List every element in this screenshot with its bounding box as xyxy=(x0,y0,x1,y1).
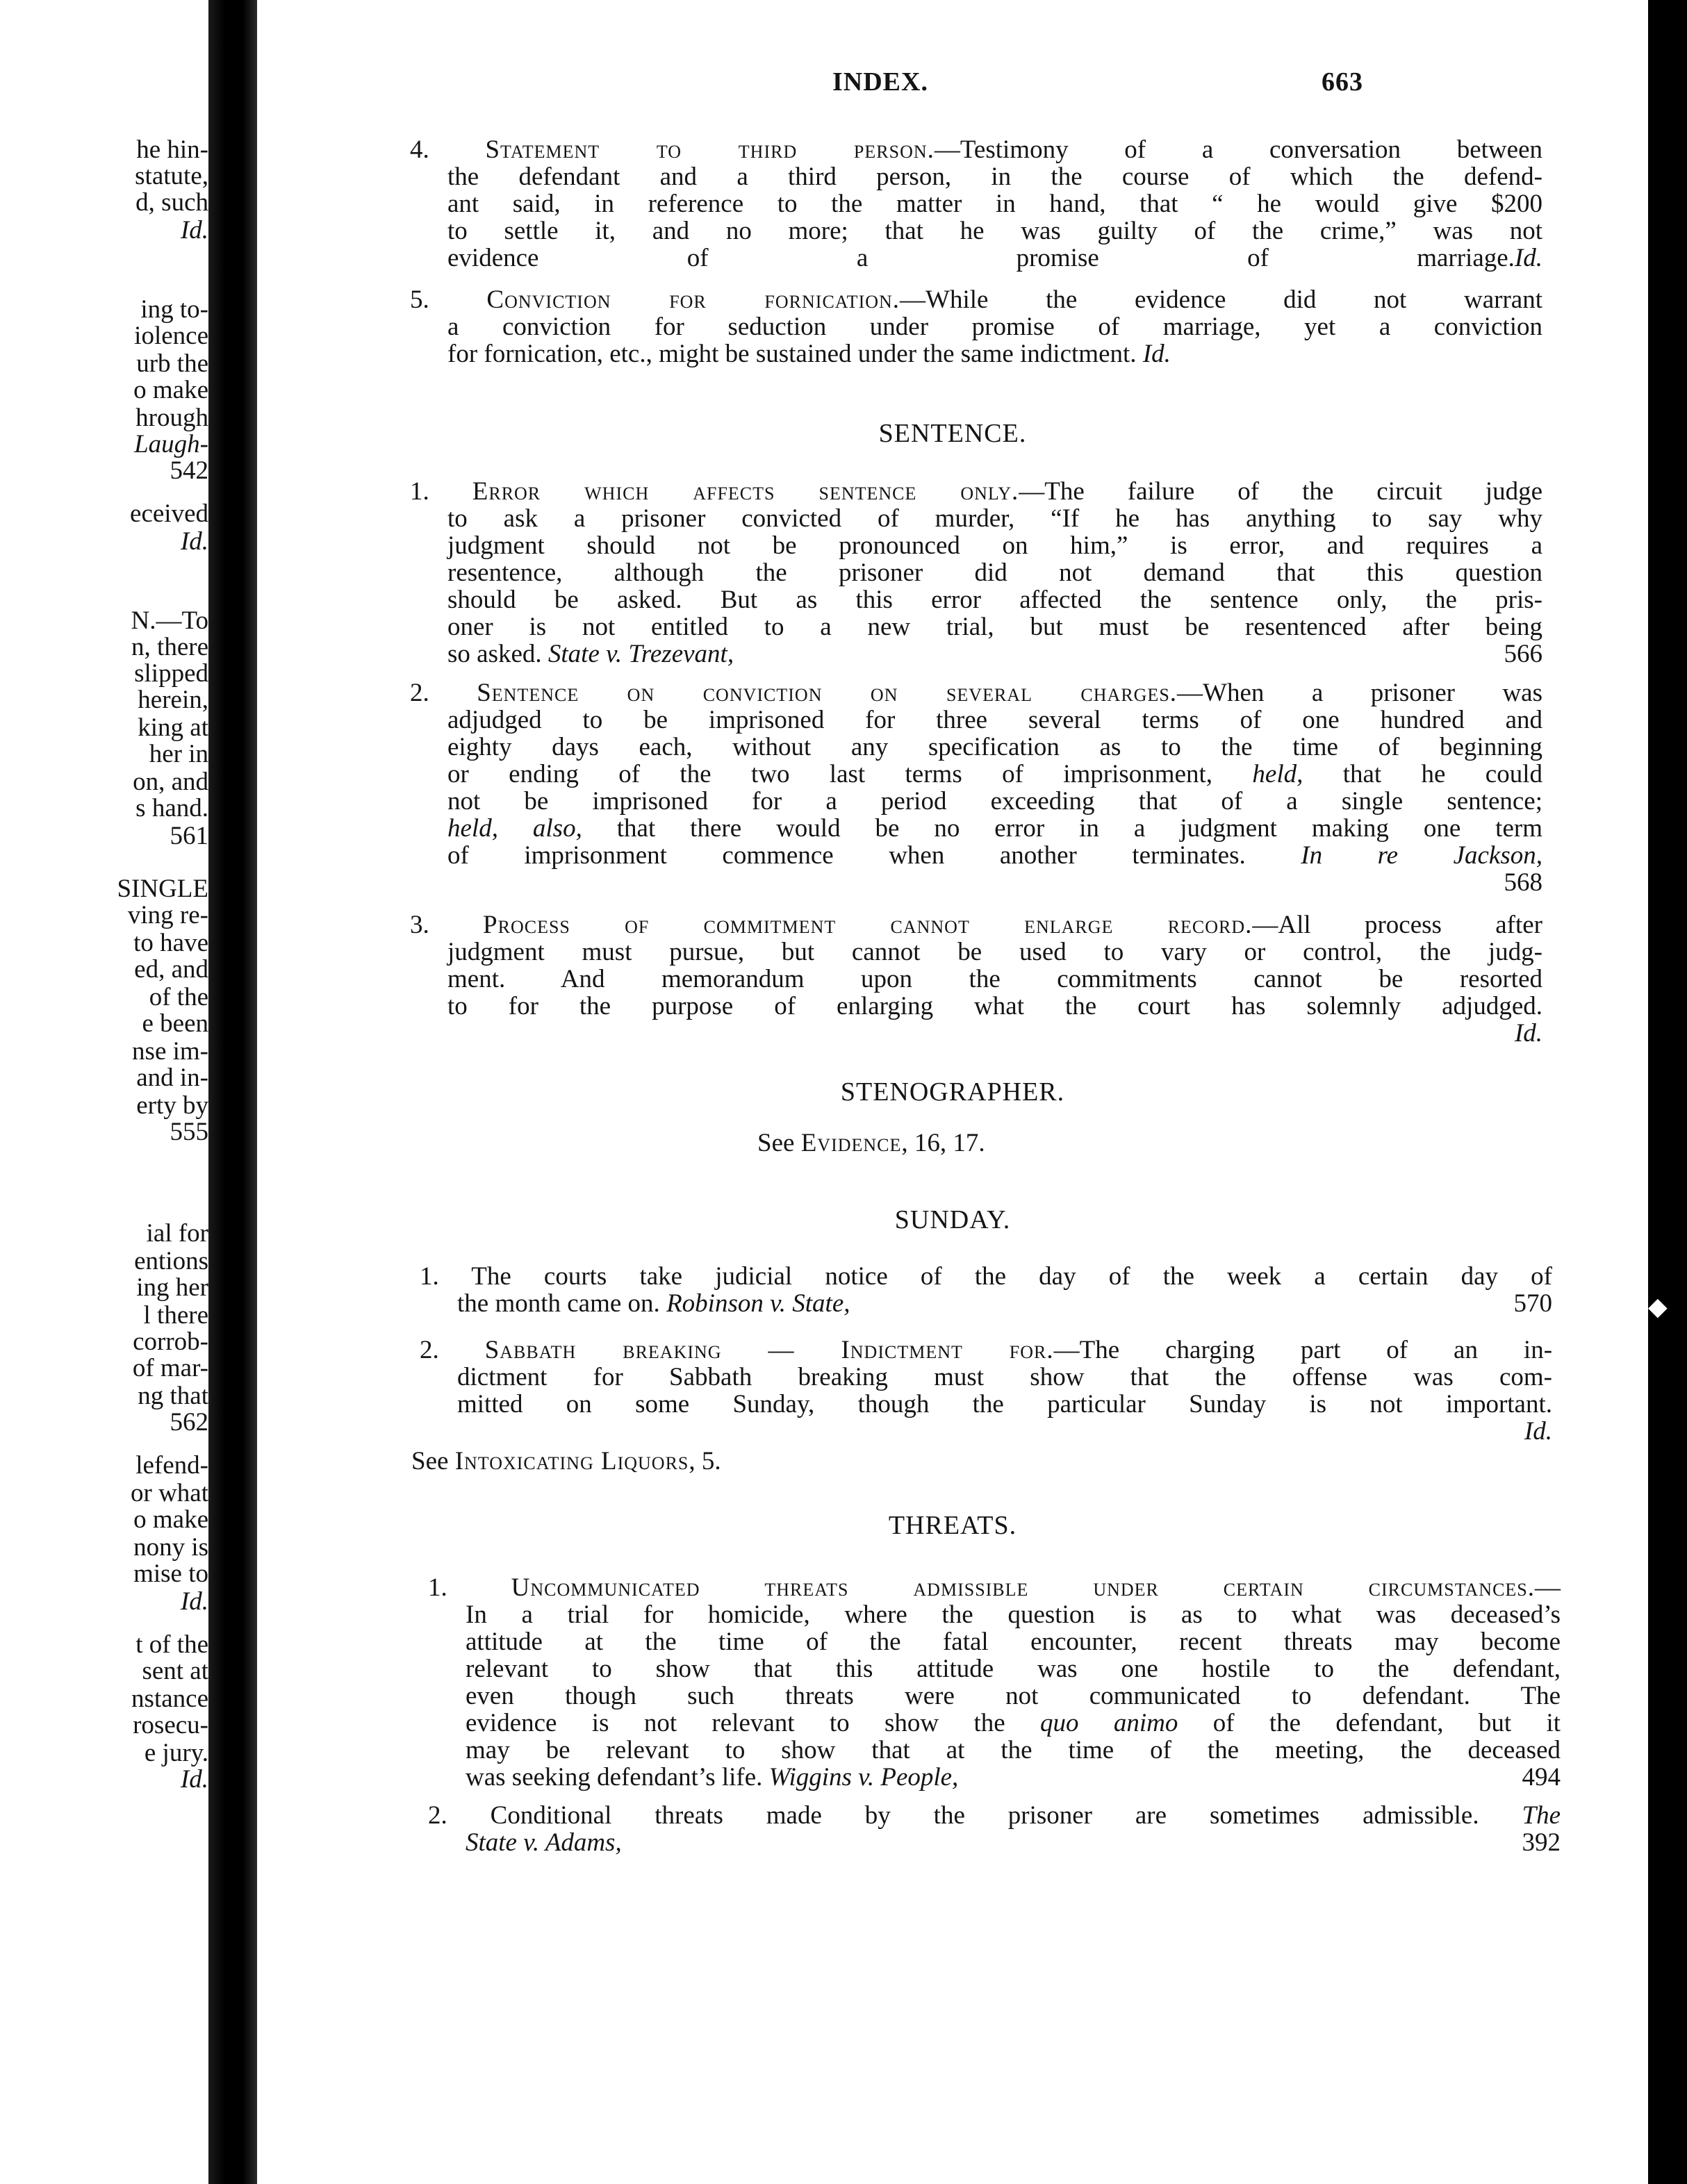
entry-text: mitted on some Sunday, though the particular Sunday is not important. xyxy=(457,1390,1552,1418)
sentence-entry-1 xyxy=(410,478,1542,668)
left-page-fragment: entions xyxy=(134,1247,208,1275)
entry-number: 1. xyxy=(428,1573,447,1602)
entry-text: The courts take judicial notice of the day of the week a certain day of xyxy=(471,1262,1552,1291)
held-also-italic: held, also, xyxy=(447,814,582,843)
citation: Id. xyxy=(1514,244,1542,272)
page-reference: 570 xyxy=(1513,1289,1552,1318)
citation: Id. xyxy=(1514,1019,1542,1048)
left-page-fragment: ing her xyxy=(136,1273,208,1302)
sentence-entry-3 xyxy=(410,911,1542,1047)
entry-text: may be relevant to show that at the time of the meeting, the deceased xyxy=(466,1736,1561,1764)
seduction-entry-4 xyxy=(410,136,1542,272)
left-page-fragment: Id. xyxy=(180,216,208,245)
left-page-fragment: lefend- xyxy=(135,1451,208,1480)
entry-number: 2. xyxy=(420,1336,439,1364)
left-page-fragment: 555 xyxy=(170,1118,208,1146)
entry-number: 2. xyxy=(428,1801,447,1830)
page-reference: 392 xyxy=(1522,1828,1561,1857)
index-page xyxy=(257,0,1648,2184)
left-page-fragment: Id. xyxy=(180,1587,208,1616)
threats-entry-2 xyxy=(428,1802,1561,1856)
citation: Id. xyxy=(1142,340,1171,368)
entry-text: to settle it, and no more; that he was guilty of the crime,” was not xyxy=(447,217,1542,245)
entry-number: 1. xyxy=(420,1262,439,1291)
left-page-fragment: t of the xyxy=(135,1630,208,1659)
left-page-fragment: 542 xyxy=(170,456,208,485)
entry-text: the month came on. xyxy=(457,1289,660,1318)
case-citation: Robinson v. State, xyxy=(666,1289,850,1318)
cross-reference-numbers: , 16, 17. xyxy=(901,1129,985,1157)
left-page-fragment: SINGLE xyxy=(117,875,208,903)
entry-text: even though such threats were not communicated to defendant. The xyxy=(466,1682,1561,1710)
entry-text: a conviction for seduction under promise of marriage, yet a conviction xyxy=(447,313,1542,341)
entry-number: 3. xyxy=(410,911,429,939)
case-citation: The xyxy=(1522,1801,1561,1830)
cross-reference-numbers: , 5. xyxy=(689,1447,721,1475)
entry-title: Error which affects sentence only. xyxy=(472,477,1019,506)
running-head: INDEX. xyxy=(832,67,928,97)
page-reference: 568 xyxy=(1504,868,1542,897)
entry-title: Process of commitment cannot enlarge record. xyxy=(483,911,1253,939)
left-page-fragment: iolence xyxy=(134,322,208,350)
left-page-fragment: ed, and xyxy=(134,955,208,984)
left-page-fragment: nstance xyxy=(131,1685,208,1713)
left-page-fragment: 561 xyxy=(170,822,208,850)
scan-speck: ◆ xyxy=(1648,1293,1668,1321)
entry-text: not be imprisoned for a period exceeding that of a single sentence; xyxy=(447,787,1542,816)
left-page-fragment: on, and xyxy=(133,768,208,796)
page-edge xyxy=(1648,0,1687,2184)
left-page-fragment: and in- xyxy=(136,1064,208,1092)
left-page-fragment: slipped xyxy=(134,659,208,688)
left-page-fragment: herein, xyxy=(138,686,208,714)
entry-text: or ending of the two last terms of imprisonment, xyxy=(447,760,1213,788)
case-citation: State v. Trezevant, xyxy=(548,640,734,668)
page-reference: 494 xyxy=(1522,1763,1561,1792)
left-page-fragment: urb the xyxy=(136,349,208,378)
see-label: See xyxy=(411,1447,449,1475)
left-page-fragment: Id. xyxy=(180,1765,208,1794)
left-page-fragment: or what xyxy=(131,1479,208,1507)
page-number: 663 xyxy=(1322,67,1363,97)
left-page-fragment: he hin- xyxy=(136,135,208,164)
case-citation: State v. Adams, xyxy=(466,1828,622,1857)
citation: Id. xyxy=(1524,1417,1552,1446)
see-label: See xyxy=(757,1129,795,1157)
left-page-fragment: d, such xyxy=(135,188,208,217)
left-page-fragment: ial for xyxy=(146,1219,208,1248)
entry-number: 4. xyxy=(410,135,429,164)
entry-text: attitude at the time of the fatal encounter, recent threats may become xyxy=(466,1628,1561,1656)
cross-reference: Evidence xyxy=(800,1129,902,1157)
left-page-fragment: N.—To xyxy=(131,606,208,635)
left-page-fragment: Laugh- xyxy=(134,430,208,458)
section-heading-sunday: SUNDAY. xyxy=(894,1205,1011,1234)
case-citation: In re Jackson, xyxy=(1301,841,1542,870)
left-page-fragment: ing to- xyxy=(140,295,208,324)
entry-text: dictment for Sabbath breaking must show that the offense was com- xyxy=(457,1363,1552,1391)
entry-text: —When a prisoner was xyxy=(1177,679,1542,707)
entry-text: — xyxy=(1535,1573,1561,1602)
entry-text: was seeking defendant’s life. xyxy=(466,1763,763,1792)
left-page-fragment: e been xyxy=(142,1009,208,1038)
entry-text: for fornication, etc., might be sustained under the same indictment. xyxy=(447,340,1137,368)
threats-entry-1 xyxy=(428,1574,1561,1791)
entry-number: 2. xyxy=(410,679,429,707)
see-also-sunday xyxy=(411,1446,721,1476)
entry-text: oner is not entitled to a new trial, but must be resentenced after being xyxy=(447,613,1542,641)
entry-title: Sentence on conviction on several charges. xyxy=(477,679,1178,707)
entry-text: relevant to show that this attitude was one hostile to the defendant, xyxy=(466,1655,1561,1683)
entry-title: Conviction for fornication. xyxy=(486,286,900,314)
entry-text: evidence of a promise of marriage. xyxy=(447,244,1515,272)
entry-text: —All process after xyxy=(1252,911,1542,939)
entry-text: —The charging part of an in- xyxy=(1053,1336,1553,1364)
left-page-fragment: n, there xyxy=(131,633,208,661)
left-page-fragment: l there xyxy=(143,1301,208,1330)
quo-animo-italic: quo animo xyxy=(1040,1709,1178,1737)
left-page-fragment: e jury. xyxy=(144,1739,208,1767)
entry-title: Sabbath breaking — Indictment for. xyxy=(484,1336,1054,1364)
left-page-fragment: eceived xyxy=(130,499,208,528)
entry-text: should be asked. But as this error affected the sentence only, the pris- xyxy=(447,586,1542,614)
entry-text: In a trial for homicide, where the question is as to what was deceased’s xyxy=(466,1600,1561,1629)
entry-text: eighty days each, without any specification as to the time of beginning xyxy=(447,733,1542,761)
left-page-fragment: 562 xyxy=(170,1408,208,1437)
entry-text: judgment should not be pronounced on him,” is error, and requires a xyxy=(447,531,1542,560)
left-facing-page xyxy=(0,0,208,2184)
left-page-fragment: erty by xyxy=(136,1091,208,1120)
sunday-entry-2 xyxy=(420,1337,1552,1445)
left-page-fragment: sent at xyxy=(142,1657,208,1685)
entry-text: to ask a prisoner convicted of murder, “If he has anything to say why xyxy=(447,504,1542,533)
section-heading-sentence: SENTENCE. xyxy=(878,419,1027,448)
entry-text: adjudged to be imprisoned for three several terms of one hundred and xyxy=(447,706,1542,734)
left-page-fragment: hrough xyxy=(135,404,208,432)
entry-text: of the defendant, but it xyxy=(1178,1709,1561,1737)
entry-text: —While the evidence did not warrant xyxy=(900,286,1542,314)
entry-text: so asked. xyxy=(447,640,542,668)
left-page-fragment: of mar- xyxy=(132,1354,208,1382)
left-page-fragment: her in xyxy=(149,740,208,768)
page-reference: 566 xyxy=(1504,640,1542,668)
sentence-entry-2 xyxy=(410,679,1542,896)
left-page-fragment: nse im- xyxy=(132,1037,208,1066)
entry-text: —Testimony of a conversation between xyxy=(934,135,1542,164)
held-italic: held, xyxy=(1252,760,1303,788)
entry-text: —The failure of the circuit judge xyxy=(1019,477,1543,506)
entry-text: resentence, although the prisoner did not demand that this question xyxy=(447,559,1542,587)
entry-text: ment. And memorandum upon the commitments cannot be resorted xyxy=(447,965,1542,993)
entry-text: Conditional threats made by the prisoner are sometimes admissible. xyxy=(490,1801,1479,1830)
entry-text: of imprisonment commence when another terminates. xyxy=(447,841,1246,870)
left-page-fragment: ng that xyxy=(138,1382,208,1410)
left-page-fragment: corrob- xyxy=(133,1327,208,1356)
entry-text: that he could xyxy=(1303,760,1543,788)
left-page-fragment: to have xyxy=(133,929,208,957)
entry-number: 1. xyxy=(410,477,429,506)
left-page-fragment: of the xyxy=(149,983,208,1011)
left-page-fragment: mise to xyxy=(133,1560,208,1588)
left-page-fragment: o make xyxy=(133,1505,208,1534)
entry-text: to for the purpose of enlarging what the court has solemnly adjudged. xyxy=(447,992,1542,1020)
entry-text: ant said, in reference to the matter in hand, that “ he would give $200 xyxy=(447,190,1542,218)
case-citation: Wiggins v. People, xyxy=(768,1763,959,1792)
entry-number: 5. xyxy=(410,286,429,314)
left-page-fragment: nony is xyxy=(133,1533,208,1562)
book-gutter xyxy=(208,0,257,2184)
left-page-fragment: Id. xyxy=(180,527,208,556)
entry-text: that there would be no error in a judgment making one term xyxy=(616,814,1542,843)
left-page-fragment: s hand. xyxy=(135,794,208,822)
left-page-fragment: king at xyxy=(138,713,208,742)
left-page-fragment: rosecu- xyxy=(133,1711,208,1739)
entry-title: Uncommunicated threats admissible under certain circumstances. xyxy=(511,1573,1535,1602)
section-heading-threats: THREATS. xyxy=(888,1511,1017,1540)
left-page-fragment: o make xyxy=(133,376,208,404)
left-page-fragment: ving re- xyxy=(127,901,208,929)
cross-reference: Intoxicating Liquors xyxy=(454,1447,689,1475)
see-also-stenographer xyxy=(757,1128,985,1158)
entry-text: the defendant and a third person, in the course of which the defend- xyxy=(447,163,1542,191)
entry-text: judgment must pursue, but cannot be used to vary or control, the judg- xyxy=(447,938,1542,966)
section-heading-stenographer: STENOGRAPHER. xyxy=(840,1077,1065,1107)
entry-text: evidence is not relevant to show the xyxy=(466,1709,1005,1737)
seduction-entry-5 xyxy=(410,286,1542,367)
sunday-entry-1 xyxy=(420,1263,1552,1317)
entry-title: Statement to third person. xyxy=(485,135,935,164)
left-page-fragment: statute, xyxy=(135,162,208,190)
